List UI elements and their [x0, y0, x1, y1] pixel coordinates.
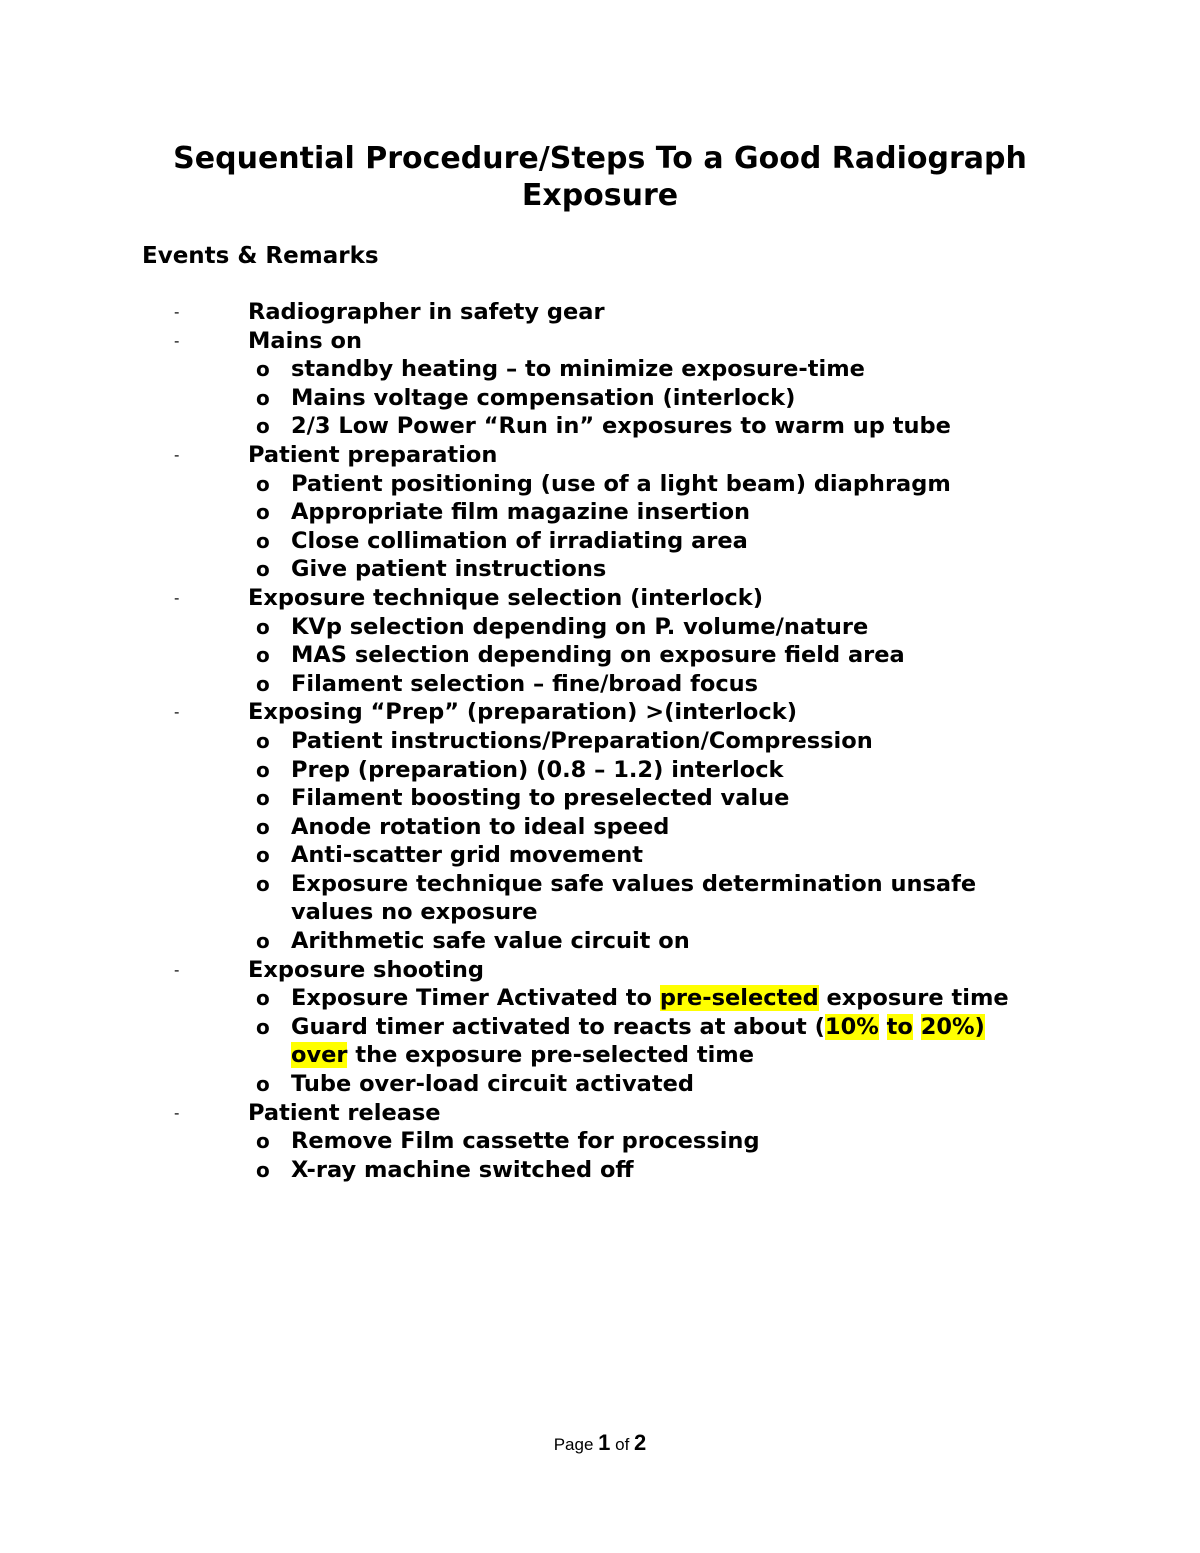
list-item-text: Filament boosting to preselected value [291, 785, 790, 812]
total-pages-number: 2 [634, 1430, 647, 1455]
circle-bullet: o [256, 786, 270, 811]
highlighted-text: to [886, 1013, 913, 1040]
circle-bullet: o [256, 986, 270, 1011]
circle-bullet: o [256, 1157, 270, 1182]
sub-list-item [0, 1041, 1200, 1070]
sub-list-item [0, 784, 1200, 813]
list-item [0, 584, 1200, 613]
sub-list-item [0, 870, 1200, 899]
sub-list-item [0, 498, 1200, 527]
circle-bullet: o [256, 671, 270, 696]
dash-bullet: - [174, 703, 180, 722]
list-item-text: Mains voltage compensation (interlock) [291, 384, 796, 411]
sub-list-item [0, 727, 1200, 756]
sub-list-item [0, 412, 1200, 441]
circle-bullet: o [256, 757, 270, 782]
list-item-text [291, 984, 1009, 1013]
circle-bullet: o [256, 871, 270, 896]
circle-bullet: o [256, 557, 270, 582]
section-heading: Events & Remarks [142, 243, 379, 269]
sub-list-item [0, 527, 1200, 556]
list-item [0, 1099, 1200, 1128]
circle-bullet: o [256, 1072, 270, 1097]
list-item-text: Exposing “Prep” (preparation) >(interlock) [248, 699, 797, 726]
list-item-text: KVp selection depending on P. volume/nature [291, 613, 869, 640]
list-item [0, 698, 1200, 727]
current-page-number: 1 [598, 1430, 611, 1455]
list-item-text: Filament selection – fine/broad focus [291, 670, 759, 697]
sub-list-item [0, 641, 1200, 670]
list-item-text [291, 1041, 754, 1070]
list-item-text: Patient positioning (use of a light beam) diaphragm [291, 470, 951, 497]
list-item [0, 298, 1200, 327]
list-item-text: Patient release [248, 1099, 441, 1126]
circle-bullet: o [256, 1129, 270, 1154]
circle-bullet: o [256, 1014, 270, 1039]
text-segment: exposure time [818, 985, 1009, 1012]
of-label: of [615, 1435, 630, 1454]
circle-bullet: o [256, 843, 270, 868]
dash-bullet: - [174, 588, 180, 607]
dash-bullet: - [174, 1103, 180, 1122]
circle-bullet: o [256, 728, 270, 753]
sub-list-item [0, 1156, 1200, 1185]
dash-bullet: - [174, 303, 180, 321]
circle-bullet: o [256, 414, 270, 439]
list-item [0, 441, 1200, 470]
list-item-text: Arithmetic safe value circuit on [291, 928, 690, 955]
sub-list-item [0, 1013, 1200, 1042]
list-item-text: Patient instructions/Preparation/Compression [291, 727, 873, 754]
text-segment: the exposure pre-selected time [347, 1042, 755, 1069]
highlighted-text: pre-selected [659, 985, 819, 1012]
text-segment [913, 1014, 921, 1040]
list-item-text: Mains on [248, 327, 363, 354]
dash-bullet: - [174, 960, 180, 979]
title-line-1: Sequential Procedure/Steps To a Good Radiograph [173, 141, 1027, 176]
list-item-text: standby heating – to minimize exposure-time [291, 356, 865, 383]
list-item-text: Give patient instructions [291, 556, 607, 583]
highlighted-text: over [291, 1042, 348, 1069]
sub-list-item [0, 756, 1200, 785]
title-line-2: Exposure [521, 178, 679, 213]
circle-bullet: o [256, 500, 270, 525]
circle-bullet: o [256, 929, 270, 954]
dash-bullet: - [174, 331, 180, 350]
sub-list-item [0, 841, 1200, 870]
sub-list-item [0, 555, 1200, 584]
circle-bullet: o [256, 614, 270, 639]
list-item [0, 956, 1200, 985]
dash-bullet: - [174, 445, 180, 464]
list-item-text: MAS selection depending on exposure field area [291, 642, 905, 669]
list-item-text: Appropriate film magazine insertion [291, 499, 751, 526]
highlighted-text: 10% [824, 1013, 879, 1040]
sub-list-item [0, 670, 1200, 699]
list-item-text: Anode rotation to ideal speed [291, 813, 670, 840]
list-item [0, 327, 1200, 356]
list-item-text: Prep (preparation) (0.8 – 1.2) interlock [291, 756, 784, 783]
circle-bullet: o [256, 528, 270, 553]
list-item-text: Remove Film cassette for processing [291, 1128, 760, 1155]
document-title [100, 140, 1100, 214]
page-footer [0, 1430, 1200, 1456]
circle-bullet: o [256, 643, 270, 668]
list-item-text: Exposure technique safe values determination unsafe [291, 870, 977, 897]
circle-bullet: o [256, 471, 270, 496]
list-item-text: Exposure technique selection (interlock) [248, 584, 763, 611]
circle-bullet: o [256, 357, 270, 382]
list-item-text: Close collimation of irradiating area [291, 527, 748, 554]
sub-list-item [0, 613, 1200, 642]
list-item-text: Exposure shooting [248, 956, 484, 983]
procedure-list [0, 298, 1200, 1184]
list-item-text: Radiographer in safety gear [248, 299, 605, 325]
list-item-text [291, 1013, 985, 1042]
circle-bullet: o [256, 385, 270, 410]
sub-list-item [0, 927, 1200, 956]
sub-list-item [0, 1070, 1200, 1099]
list-item-text: X-ray machine switched off [291, 1156, 634, 1183]
sub-list-item [0, 1127, 1200, 1156]
sub-list-item [0, 898, 1200, 927]
text-segment: Guard timer activated to reacts at about ( [291, 1013, 825, 1040]
sub-list-item [0, 384, 1200, 413]
list-item-text: Patient preparation [248, 441, 498, 468]
sub-list-item [0, 813, 1200, 842]
text-segment: Exposure Timer Activated to [291, 985, 660, 1012]
list-item-text: 2/3 Low Power “Run in” exposures to warm up tube [291, 413, 951, 440]
list-item-text: values no exposure [291, 899, 538, 926]
circle-bullet: o [256, 814, 270, 839]
sub-list-item [0, 470, 1200, 499]
highlighted-text: 20%) [920, 1013, 985, 1040]
text-segment [879, 1014, 887, 1040]
sub-list-item [0, 355, 1200, 384]
page-label: Page [553, 1435, 594, 1454]
list-item-text: Anti-scatter grid movement [291, 842, 644, 869]
list-item-text: Tube over-load circuit activated [291, 1071, 694, 1098]
sub-list-item [0, 984, 1200, 1013]
